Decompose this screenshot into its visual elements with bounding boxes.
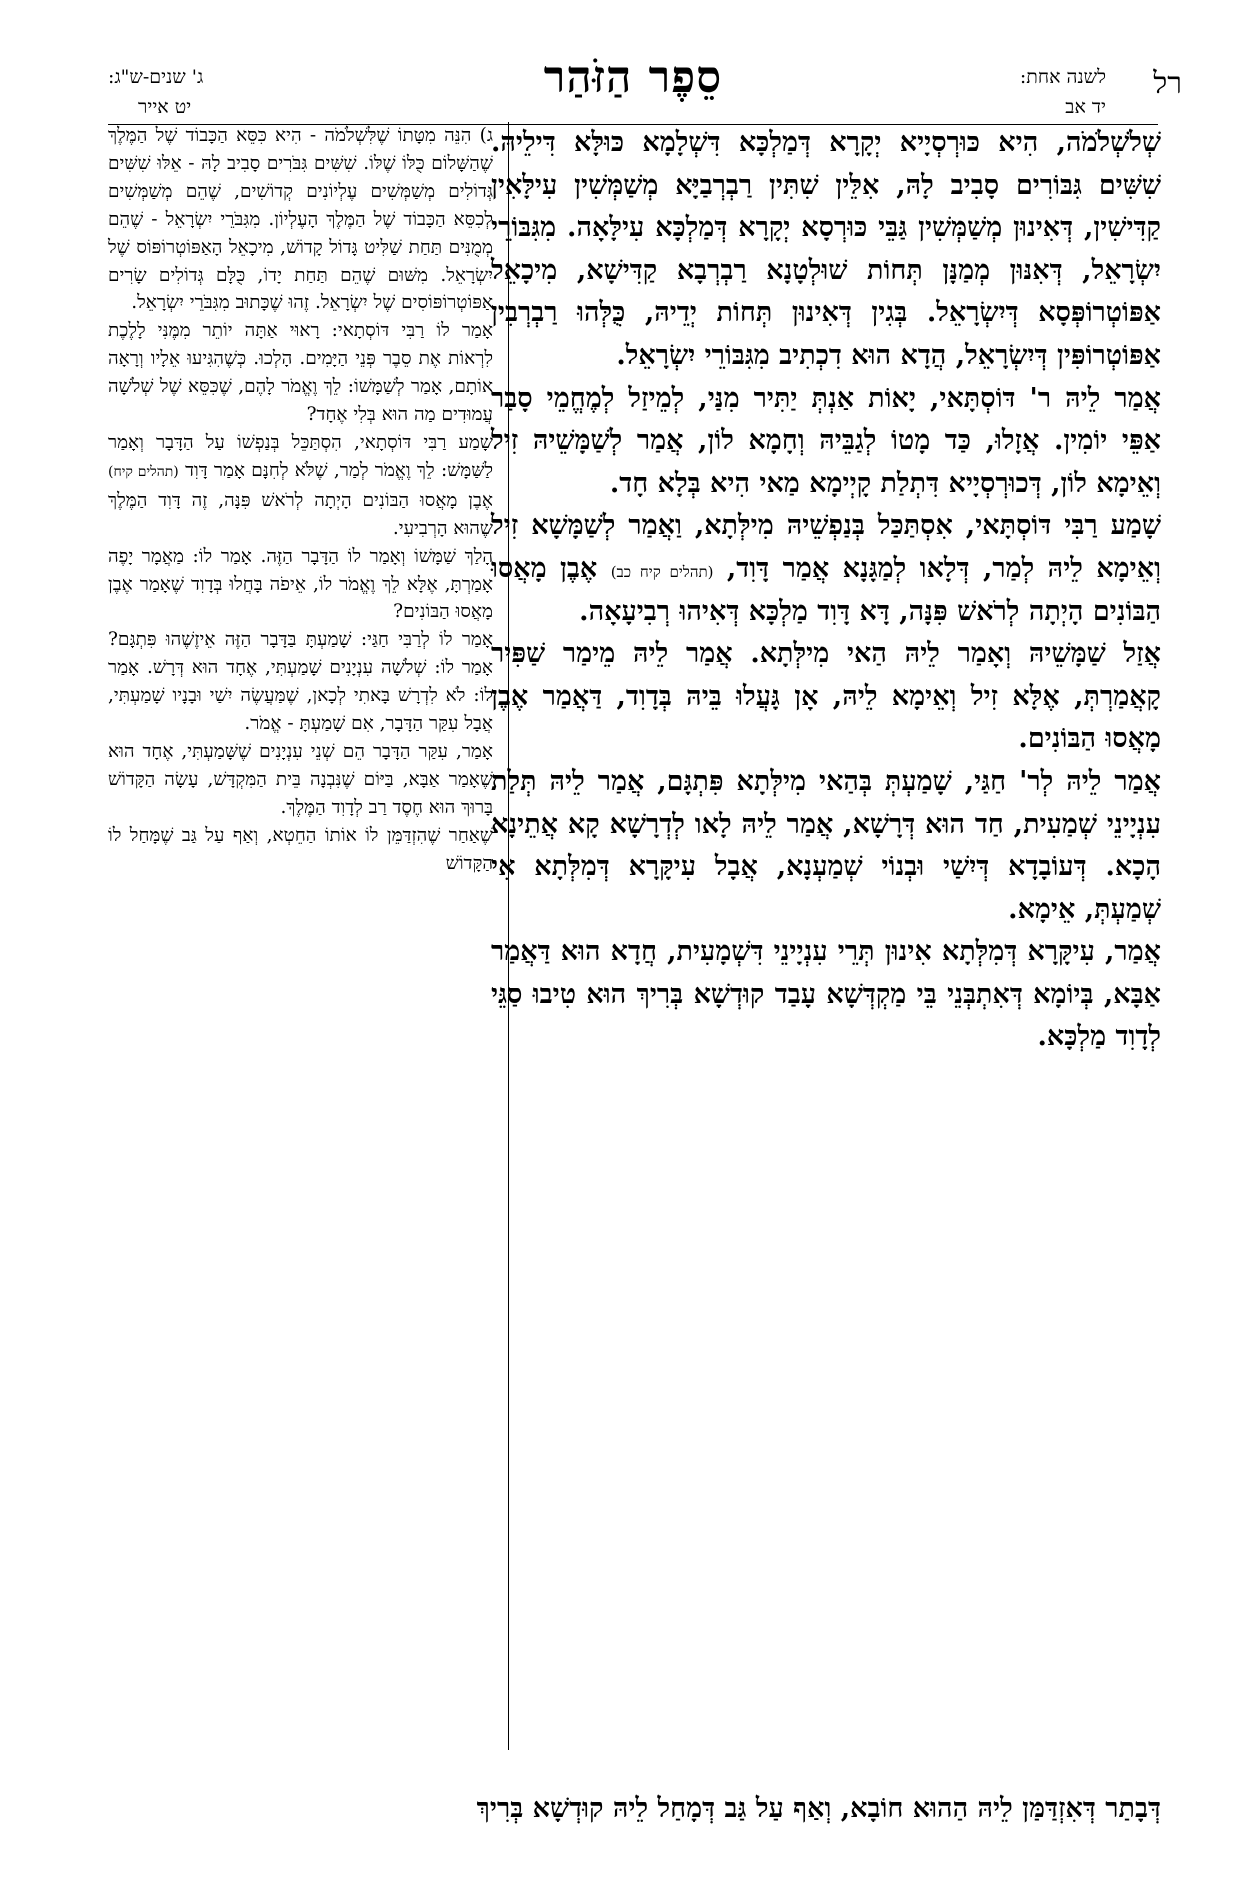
translation-paragraph: שֶׁאַחַר שֶׁהִזְדַּמֵּן לוֹ אוֹתוֹ הַחֵטְא, וְאַף עַל גַּב שֶׁמָּחַל לוֹ הַקָּדוֹשׁ <box>108 824 493 874</box>
bottom-aramaic-line: דְּבָתַר דְּאִזְדַּמַּן לֵיהּ הַהוּא חוֹבָא, וְאַף עַל גַּב דְּמָחַל לֵיהּ קוּדְשָׁא בְּרִיךְ <box>476 1793 1161 1824</box>
schedule-one-year: לשנה אחת: <box>1019 66 1106 88</box>
book-title: סֵפֶר הַזֹּהַר <box>543 52 723 103</box>
hebrew-translation-column <box>108 122 493 1742</box>
translation-paragraph: הָלַךְ שַׁמָּשׁוֹ וְאָמַר לוֹ הַדָּבָר הַזֶּה. אָמַר לוֹ: מַאֲמָר יָפֶה אָמַרְתָּ, אֶלָּא לֵךְ וֶאֱמֹר לוֹ, אֵיפֹה בָּחֲלוּ בְּדָוִד שֶׁאָמַר אֶבֶן מָאֲסוּ הַבּוֹנִים? <box>108 545 493 623</box>
aramaic-paragraph: אֲמַר לֵיהּ ר' דּוֹסְתָּאי, יָאוֹת אַנְתְּ יַתִּיר מִנַּי, לְמֵיזַל לְמֶחֱמֵי סָבַר אַפֵּי יוֹמִין. אֲזָלוּ, כַּד מָטוֹ לְגַבֵּיהּ וְחָמָא לוֹן, אֲמַר לְשַׁמָּשֵׁיהּ זִיל וְאֵימָא לוֹן, דְּכוּרְסְיָיא דִּתְלַת קָיְימָא מַאי הִיא בְּלָא חָד. <box>491 382 1161 499</box>
schedule-three-years-date: יט אייר <box>138 96 192 118</box>
aramaic-paragraph: שְׁלֹשְׁלֹמֹה, הִיא כּוּרְסְיָיא יְקָרָא דְּמַלְכָּא דִּשְׁלָמָא כּוּלָּא דִּילֵיהּ. שִׁשִּׁים גִּבּוֹרִים סָבִיב לָהּ, אִלֵּין שִׁתִּין רַבְרְבַיָּא מְשַׁמְּשִׁין עִילָּאִין קַדִּישִׁין, דְּאִינוּן מְשַׁמְּשִׁין גַּבֵּי כּוּרְסָא יְקָרָא דְּמַלְכָּא עִילָּאָה. מִגִּבּוֹרֵי יִשְׂרָאֵל, דְּאִנּוּן מְמַנָּן תְּחוֹת שׁוּלְטָנָא רַבְרְבָא קַדִּישָׁא, מִיכָאֵל אַפּוֹטְרוֹפְּסָא דְּיִשְׂרָאֵל. בְּגִין דְּאִינוּן תְּחוֹת יְדֵיהּ, כֻּלְּהוּ רַבְרְבִין אַפּוֹטְרוֹפִּין דְּיִשְׂרָאֵל, הֲדָא הוּא דִכְתִיב מִגִּבּוֹרֵי יִשְׂרָאֵל. <box>491 127 1161 371</box>
column-divider <box>508 122 509 1750</box>
page-number: רל <box>1153 66 1182 101</box>
translation-paragraph: אָמַר לוֹ רַבִּי דּוֹסְתָאי: רָאוּי אַתָּה יוֹתֵר מִמֶּנִּי לָלֶכֶת לִרְאוֹת אֶת סֵבֶר פְּנֵי הַיָּמִים. הָלְכוּ. כְּשֶׁהִגִּיעוּ אֵלָיו וְרָאָה אוֹתָם, אָמַר לְשַׁמָּשׁוֹ: לֵךְ וֶאֱמֹר לָהֶם, שֶׁכִּסֵּא שֶׁל שְׁלֹשָׁה עֲמוּדִים מַה הוּא בְּלִי אֶחָד? <box>108 320 493 426</box>
schedule-three-years: ג' שנים-ש"ג: <box>108 66 204 88</box>
translation-paragraph: ג) הִנֵּה מִטָּתוֹ שֶׁלִּשְׁלֹמֹה - הִיא כִּסֵּא הַכָּבוֹד שֶׁל הַמֶּלֶךְ שֶׁהַשָּׁלוֹם כֻּלּוֹ שֶׁלּוֹ. שִׁשִּׁים גִּבֹּרִים סָבִיב לָהּ - אֵלּוּ שִׁשִּׁים גְּדוֹלִים מְשַׁמְּשִׁים עֶלְיוֹנִים קְדוֹשִׁים, שֶׁהֵם מְשַׁמְּשִׁים לְכִסֵּא הַכָּבוֹד שֶׁל הַמֶּלֶךְ הָעֶלְיוֹן. מִגִּבֹּרֵי יִשְׂרָאֵל - שֶׁהֵם מְמֻנִּים תַּחַת שַׁלִּיט גָּדוֹל קָדוֹשׁ, מִיכָאֵל הָאַפּוֹטְרוֹפּוֹס שֶׁל יִשְׂרָאֵל. מִשּׁוּם שֶׁהֵם תַּחַת יָדוֹ, כֻּלָּם גְּדוֹלִים שָׂרִים אַפּוֹטְרוֹפּוֹסִים שֶׁל יִשְׂרָאֵל. זֶהוּ שֶׁכָּתוּב מִגִּבֹּרֵי יִשְׂרָאֵל. <box>108 125 493 314</box>
aramaic-paragraph: אֲזַל שַׁמָּשֵׁיהּ וְאָמַר לֵיהּ הַאי מִילְּתָא. אֲמַר לֵיהּ מֵימַר שַׁפִּיר קָאֲמַרְתְּ, אֶלָּא זִיל וְאֵימָא לֵיהּ, אָן גָּעֲלוּ בֵּיהּ בְּדָוִד, דַּאֲמַר אֶבֶן מָאֲסוּ הַבּוֹנִים. <box>491 638 1161 755</box>
schedule-one-year-date: יד אב <box>1065 96 1106 118</box>
verse-reference: (תהלים קיח) <box>108 463 179 480</box>
aramaic-paragraph: אֲמַר לֵיהּ לְר' חַגַּי, שָׁמַעְתְּ בְּהַאי מִילְּתָא פִּתְגָּם, אֲמַר לֵיהּ תְּלַת עִנְיָינֵי שְׁמַעִית, חַד הוּא דְּרָשָׁא, אֲמַר לֵיהּ לָאו לְדְרָשָׁא קָא אֲתֵינָא הָכָא. דְּעוֹבָדָא דְּיִשַׁי וּבְנוֹי שְׁמַעְנָא, אֲבָל עִיקָּרָא דְּמִלְּתָא אִי שְׁמַעְתְּ, אֵימָא. <box>491 765 1161 925</box>
aramaic-paragraph: אֲמַר, עִיקָּרָא דְּמִלְּתָא אִינוּן תְּרֵי עִנְיָינֵי דִּשְׁמָעִית, חֲדָא הוּא דַּאֲמַר אַבָּא, בְּיוֹמָא דְּאִתְבְּנֵי בֵּי מַקְדְּשָׁא עָבַד קוּדְשָׁא בְּרִיךְ הוּא טִיבוּ סַגֵּי לְדָוִד מַלְכָּא. <box>491 936 1161 1053</box>
translation-paragraph: אָמַר, עִקַּר הַדָּבָר הֵם שְׁנֵי עִנְיָנִים שֶׁשָּׁמַעְתִּי, אֶחָד הוּא שֶׁאָמַר אַבָּא, בַּיּוֹם שֶׁנִּבְנָה בֵּית הַמִּקְדָּשׁ, עָשָׂה הַקָּדוֹשׁ בָּרוּךְ הוּא חֶסֶד רַב לְדָוִד הַמֶּלֶךְ. <box>108 740 493 818</box>
page-header <box>108 44 1182 128</box>
translation-paragraph: שָׁמַע רַבִּי דּוֹסְתָאי, הִסְתַּכֵּל בְּנַפְשׁוֹ עַל הַדָּבָר וְאָמַר לַשַּׁמָּשׁ: לֵךְ וֶאֱמֹר לְמַר, שֶׁלֹּא לְחִנָּם אָמַר דָּוִד (תהלים קיח) אֶבֶן מָאֲסוּ הַבּוֹנִים הָיְתָה לְרֹאשׁ פִּנָּה, זֶה דָּוִד הַמֶּלֶךְ שֶׁהוּא הָרְבִיעִי. <box>108 431 493 539</box>
aramaic-paragraph: שָׁמַע רַבִּי דּוֹסְתָּאי, אִסְתַּכַּל בְּנַפְשֵׁיהּ מִילְּתָא, וַאֲמַר לְשַׁמָּשָׁא זִיל וְאֵימָא לֵיהּ לְמַר, דְּלָאו לְמַגָּנָא אֲמַר דָּוִד, (תהלים קיח כב) אֶבֶן מָאֲסוּ הַבּוֹנִים הָיְתָה לְרֹאשׁ פִּנָּה, דָּא דָּוִד מַלְכָּא דְּאִיהוּ רְבִיעָאָה. <box>491 510 1161 627</box>
translation-paragraph: אָמַר לוֹ לְרַבִּי חַגַּי: שָׁמַעְתָּ בַּדָּבָר הַזֶּה אֵיזֶשֶׁהוּ פִּתְגָּם? אָמַר לוֹ: שְׁלֹשָׁה עִנְיָנִים שָׁמַעְתִּי, אֶחָד הוּא דְּרָשׁ. אָמַר לוֹ: לֹא לִדְרָשׁ בָּאתִי לְכָאן, שֶׁמַּעֲשֶׂה יִשַׁי וּבָנָיו שָׁמַעְתִּי, אֲבָל עִקַּר הַדָּבָר, אִם שָׁמַעְתָּ - אֱמֹר. <box>108 629 493 735</box>
aramaic-column <box>491 122 1161 1742</box>
verse-reference: (תהלים קיח כב) <box>610 562 714 581</box>
